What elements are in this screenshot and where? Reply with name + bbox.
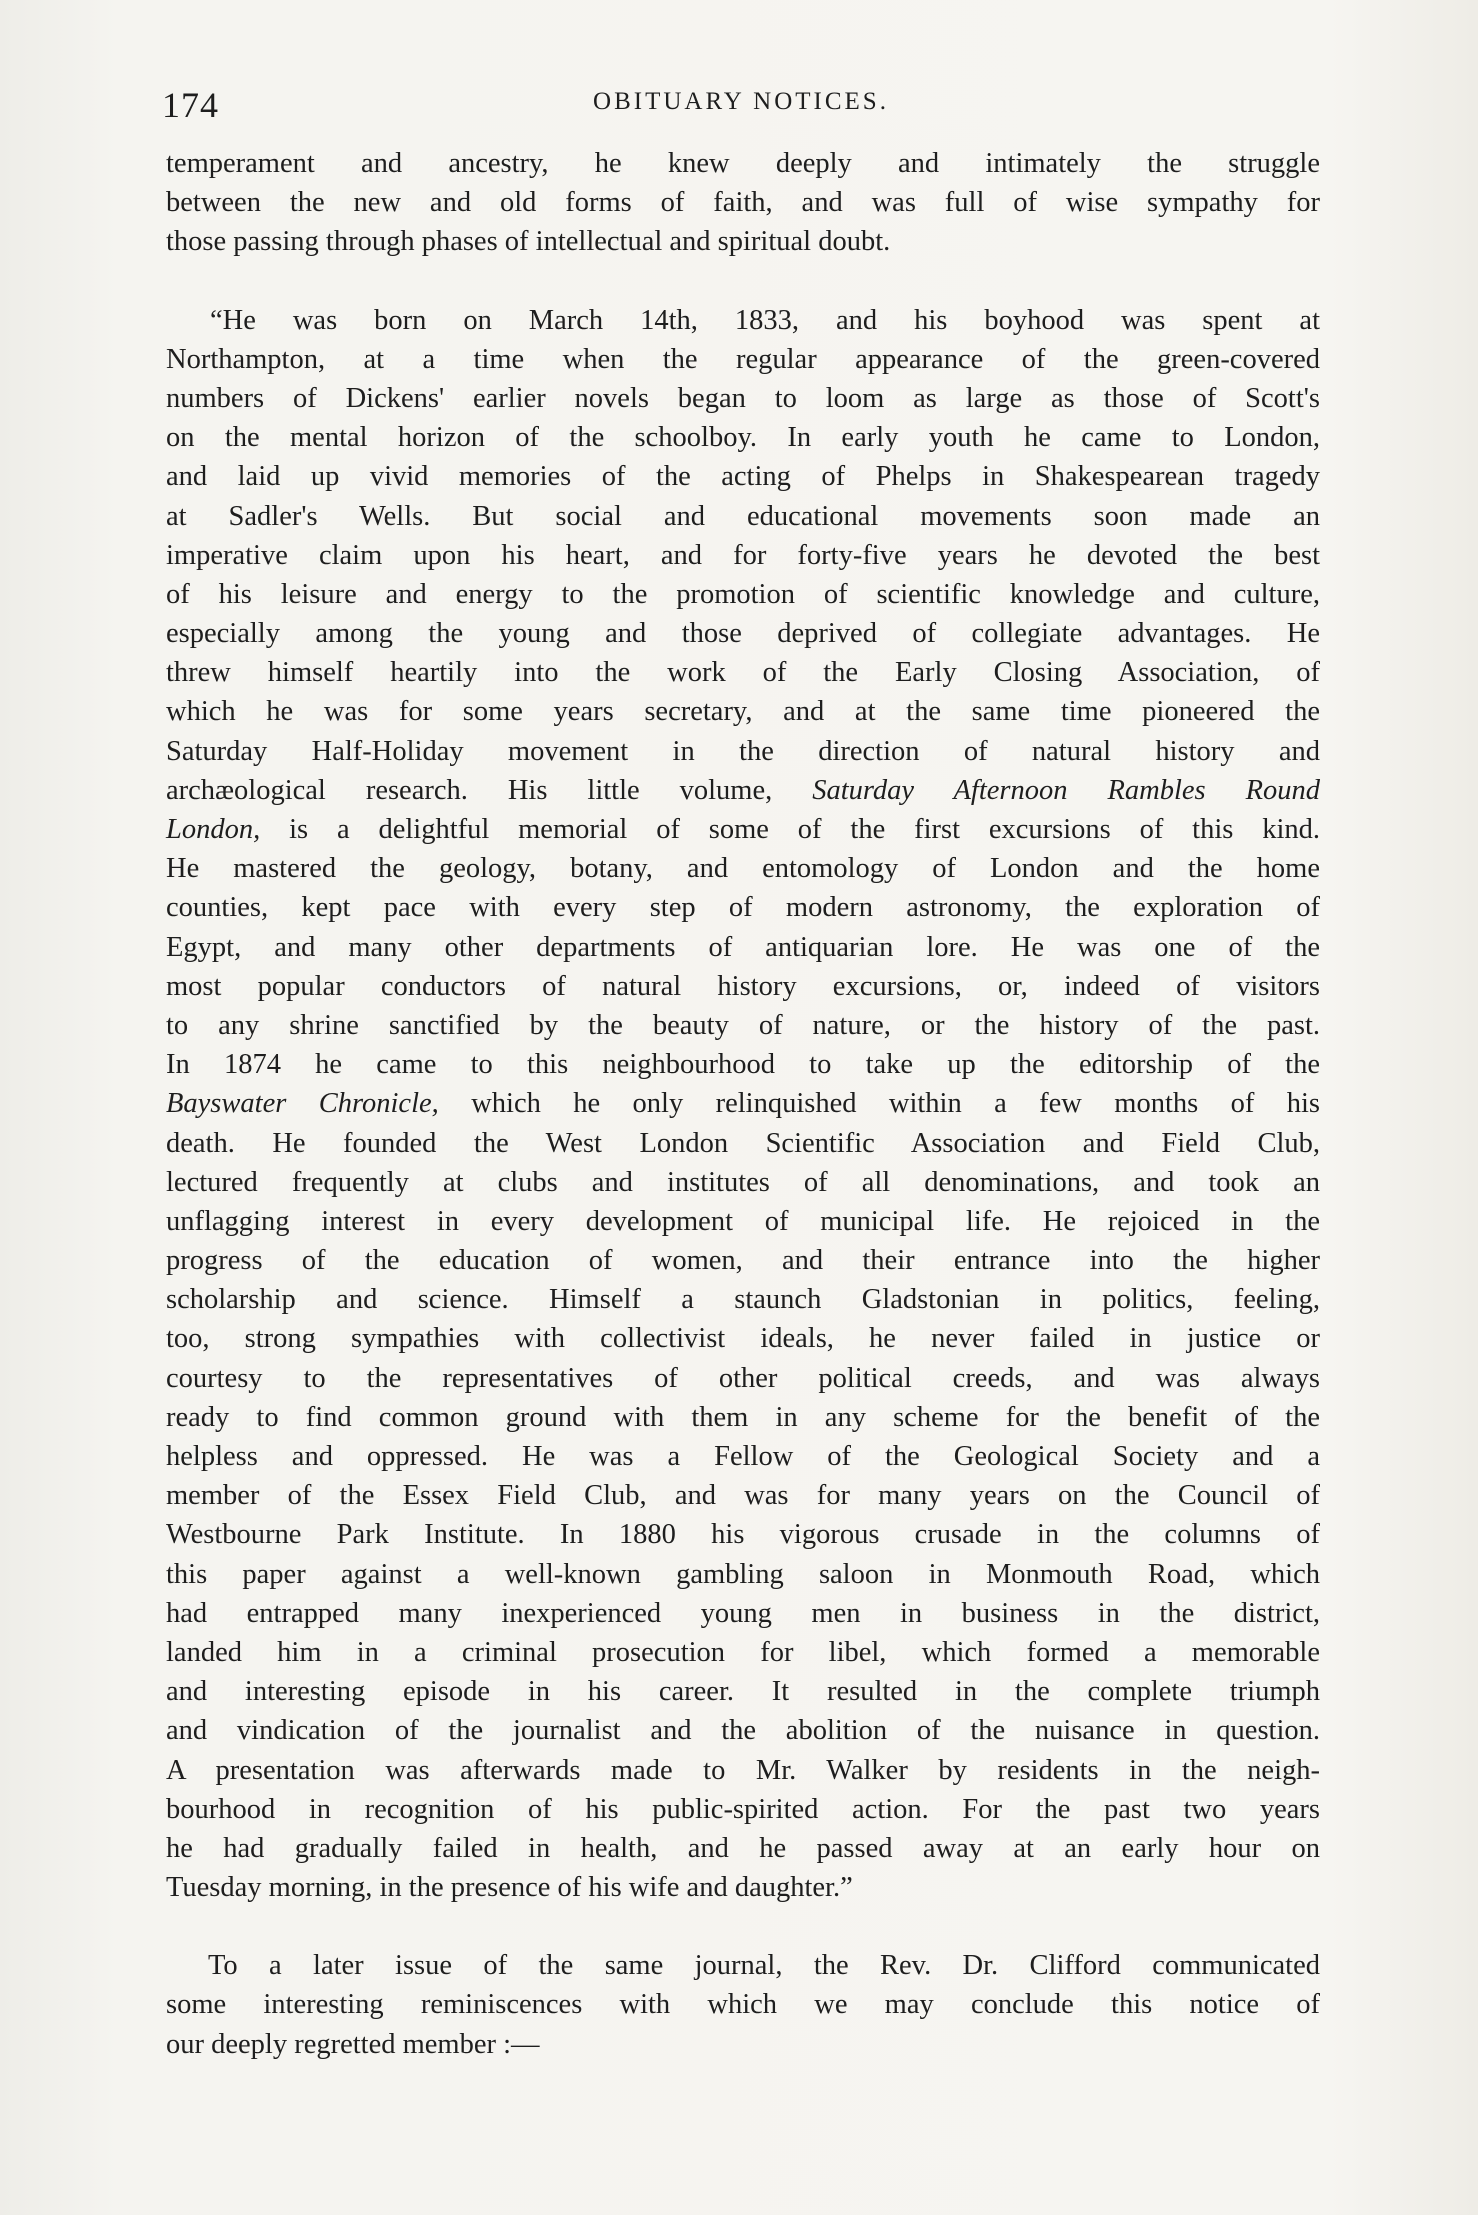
text-line: scholarship and science. Himself a staunch Gladstonian in politics, feeling,	[166, 1284, 1320, 1316]
text-line: he had gradually failed in health, and he passed away at an early hour on	[166, 1832, 1320, 1864]
text-line: A presentation was afterwards made to Mr. Walker by residents in the neigh-	[166, 1754, 1320, 1786]
text-line: imperative claim upon his heart, and for forty-five years he devoted the best	[166, 539, 1320, 571]
text-line: and interesting episode in his career. It resulted in the complete triumph	[166, 1676, 1320, 1708]
text-line: numbers of Dickens' earlier novels began to loom as large as those of Scott's	[166, 382, 1320, 414]
text-line: Northampton, at a time when the regular appearance of the green-covered	[166, 343, 1320, 375]
text-line: ready to find common ground with them in any scheme for the benefit of the	[166, 1401, 1320, 1433]
paragraph-continuation	[166, 144, 1320, 262]
text-line: temperament and ancestry, he knew deeply and intimately the struggle	[166, 148, 1320, 179]
text-line: Egypt, and many other departments of antiquarian lore. He was one of the	[166, 931, 1320, 963]
text-line: threw himself heartily into the work of the Early Closing Association, of	[166, 657, 1320, 689]
text-line: which he was for some years secretary, and at the same time pioneered the	[166, 696, 1320, 728]
body-text	[166, 144, 1320, 2064]
text-line: counties, kept pace with every step of modern astronomy, the exploration of	[166, 892, 1320, 924]
text-line: unflagging interest in every development of municipal life. He rejoiced in the	[166, 1205, 1320, 1237]
text-line: Westbourne Park Institute. In 1880 his vigorous crusade in the columns of	[166, 1519, 1320, 1551]
text-line: death. He founded the West London Scientific Association and Field Club,	[166, 1127, 1320, 1159]
newspaper-title: Bayswater Chronicle,	[166, 1088, 439, 1120]
running-head: OBITUARY NOTICES.	[593, 88, 889, 115]
text-line: especially among the young and those deprived of collegiate advantages. He	[166, 618, 1320, 650]
page-number: 174	[162, 85, 219, 125]
text-line-with-title	[166, 771, 1320, 810]
text-line: on the mental horizon of the schoolboy. In early youth he came to London,	[166, 422, 1320, 454]
text-line-with-title	[166, 1084, 1320, 1123]
text-fragment: which he only relinquished within a few months of his	[471, 1088, 1321, 1120]
text-line: “He was born on March 14th, 1833, and his boyhood was spent at	[210, 304, 1320, 336]
text-line: progress of the education of women, and their entrance into the higher	[166, 1245, 1320, 1277]
text-line: To a later issue of the same journal, the Rev. Dr. Clifford communicated	[208, 1950, 1320, 1982]
text-line: too, strong sympathies with collectivist ideals, he never failed in justice or	[166, 1323, 1320, 1355]
text-line: some interesting reminiscences with which we may conclude this notice of	[166, 1989, 1320, 2021]
text-line: In 1874 he came to this neighbourhood to take up the editorship of the	[166, 1049, 1320, 1081]
text-line: Tuesday morning, in the presence of his wife and daughter.”	[166, 1872, 853, 1904]
text-line: lectured frequently at clubs and institutes of all denominations, and took an	[166, 1166, 1320, 1198]
text-line: bourhood in recognition of his public-spirited action. For the past two years	[166, 1793, 1320, 1825]
page-header	[162, 84, 1320, 124]
text-line: to any shrine sanctified by the beauty of nature, or the history of the past.	[166, 1009, 1320, 1041]
text-line: Saturday Half-Holiday movement in the direction of natural history and	[166, 735, 1320, 767]
text-line: had entrapped many inexperienced young men in business in the district,	[166, 1597, 1320, 1629]
paragraph-closing	[166, 1946, 1320, 2064]
book-title: Saturday Afternoon Rambles Round	[812, 774, 1320, 806]
text-line: and laid up vivid memories of the acting of Phelps in Shakespearean tragedy	[166, 461, 1320, 493]
text-line-with-title	[166, 810, 1320, 849]
paragraph-quotation	[166, 301, 1320, 1908]
text-line: courtesy to the representatives of other political creeds, and was always	[166, 1362, 1320, 1394]
text-fragment: archæological research. His little volume,	[166, 774, 813, 806]
text-line: of his leisure and energy to the promotion of scientific knowledge and culture,	[166, 578, 1320, 610]
text-line: this paper against a well-known gambling saloon in Monmouth Road, which	[166, 1558, 1320, 1590]
text-line: He mastered the geology, botany, and entomology of London and the home	[166, 853, 1320, 885]
text-line: our deeply regretted member :—	[166, 2028, 540, 2060]
text-line: helpless and oppressed. He was a Fellow of the Geological Society and a	[166, 1441, 1320, 1472]
text-line: most popular conductors of natural history excursions, or, indeed of visitors	[166, 970, 1320, 1002]
text-fragment: is a delightful memorial of some of the first excursions of this kind.	[289, 814, 1321, 845]
text-line: those passing through phases of intellectual and spiritual doubt.	[166, 226, 891, 258]
text-line: and vindication of the journalist and the abolition of the nuisance in question.	[166, 1715, 1320, 1747]
text-line: landed him in a criminal prosecution for libel, which formed a memorable	[166, 1636, 1320, 1668]
text-line: at Sadler's Wells. But social and educational movements soon made an	[166, 500, 1320, 532]
text-line: member of the Essex Field Club, and was for many years on the Council of	[166, 1480, 1320, 1512]
book-title: London,	[166, 814, 261, 845]
text-line: between the new and old forms of faith, and was full of wise sympathy for	[166, 187, 1320, 219]
